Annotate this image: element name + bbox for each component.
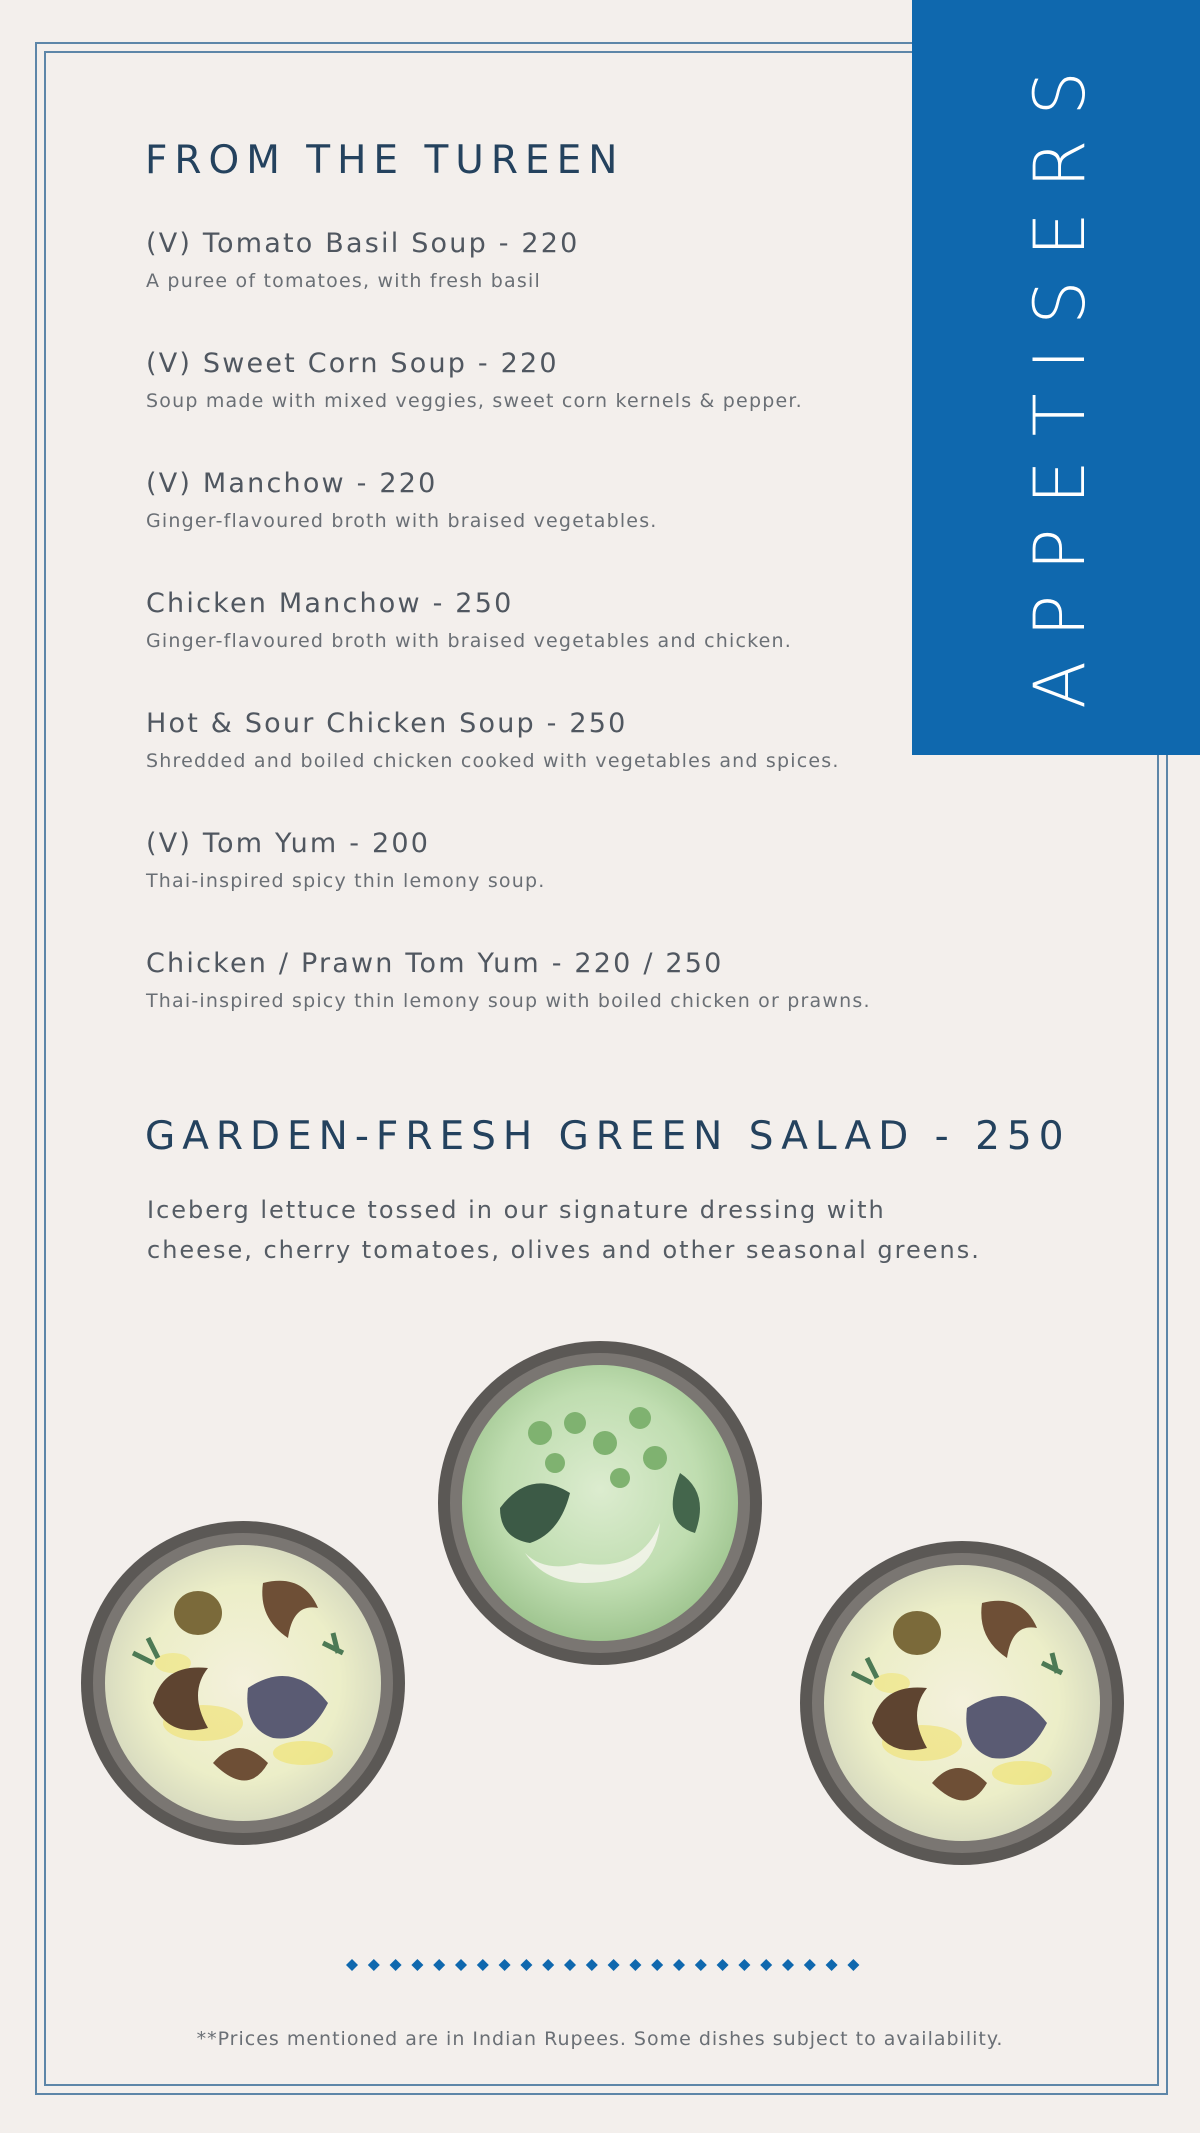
menu-item [146, 347, 803, 413]
menu-item-name: Chicken / Prawn Tom Yum - 220 / 250 [146, 948, 724, 979]
diamond-icon [368, 1959, 380, 1971]
menu-item-desc: Ginger-flavoured broth with braised vegetables. [146, 510, 658, 532]
menu-item-name: (V) Tom Yum - 200 [146, 828, 431, 859]
menu-item-name: (V) Tomato Basil Soup - 220 [146, 228, 580, 259]
menu-item-desc: Ginger-flavoured broth with braised vegetables and chicken. [146, 630, 793, 652]
menu-item [146, 587, 792, 653]
diamond-icon [826, 1959, 838, 1971]
menu-item-desc: Thai-inspired spicy thin lemony soup with boiled chicken or prawns. [146, 990, 871, 1012]
diamond-icon [542, 1959, 554, 1971]
diamond-icon [782, 1959, 794, 1971]
menu-item-desc: Thai-inspired spicy thin lemony soup. [146, 870, 546, 892]
salad-desc-line: Iceberg lettuce tossed in our signature dressing with [147, 1196, 886, 1224]
mushroom-soup-bowl-icon [800, 1541, 1124, 1865]
menu-item [146, 827, 545, 893]
diamond-icon [390, 1959, 402, 1971]
diamond-icon [499, 1959, 511, 1971]
diamond-icon [346, 1959, 358, 1971]
green-pea-soup-bowl-icon [438, 1341, 762, 1665]
menu-item-name: Chicken Manchow - 250 [146, 588, 514, 619]
salad-desc-line: cheese, cherry tomatoes, olives and other seasonal greens. [147, 1236, 981, 1264]
menu-item-desc: A puree of tomatoes, with fresh basil [146, 270, 541, 292]
diamond-divider [0, 1950, 1200, 1980]
menu-item-desc: Shredded and boiled chicken cooked with vegetables and spices. [146, 750, 840, 772]
diamond-icon [608, 1959, 620, 1971]
menu-item-name: Hot & Sour Chicken Soup - 250 [146, 708, 628, 739]
soup-illustrations [0, 1340, 1200, 1900]
diamond-icon [695, 1959, 707, 1971]
diamond-icon [564, 1959, 576, 1971]
salad-section-title: GARDEN-FRESH GREEN SALAD - 250 [145, 1114, 1071, 1159]
soups-section-title: FROM THE TUREEN [145, 138, 625, 183]
menu-item-desc: Soup made with mixed veggies, sweet corn kernels & pepper. [146, 390, 803, 412]
diamond-icon [586, 1959, 598, 1971]
diamond-icon [411, 1959, 423, 1971]
diamond-icon [520, 1959, 532, 1971]
menu-item [146, 707, 840, 773]
menu-item [146, 947, 871, 1013]
diamond-icon [455, 1959, 467, 1971]
salad-description [147, 1190, 981, 1270]
banner-label: APPETISERS [1019, 47, 1101, 709]
diamond-icon [651, 1959, 663, 1971]
diamond-icon [673, 1959, 685, 1971]
menu-item-name: (V) Manchow - 220 [146, 468, 438, 499]
diamond-icon [477, 1959, 489, 1971]
diamond-icon [717, 1959, 729, 1971]
price-footnote: **Prices mentioned are in Indian Rupees. Some dishes subject to availability. [196, 2028, 1004, 2050]
diamond-icon [847, 1959, 859, 1971]
menu-item-name: (V) Sweet Corn Soup - 220 [146, 348, 559, 379]
diamond-icon [433, 1959, 445, 1971]
mushroom-soup-bowl-icon [81, 1521, 405, 1845]
diamond-icon [760, 1959, 772, 1971]
diamond-icon [629, 1959, 641, 1971]
diamond-icon [804, 1959, 816, 1971]
menu-item [146, 227, 580, 293]
menu-item [146, 467, 658, 533]
diamond-icon [738, 1959, 750, 1971]
